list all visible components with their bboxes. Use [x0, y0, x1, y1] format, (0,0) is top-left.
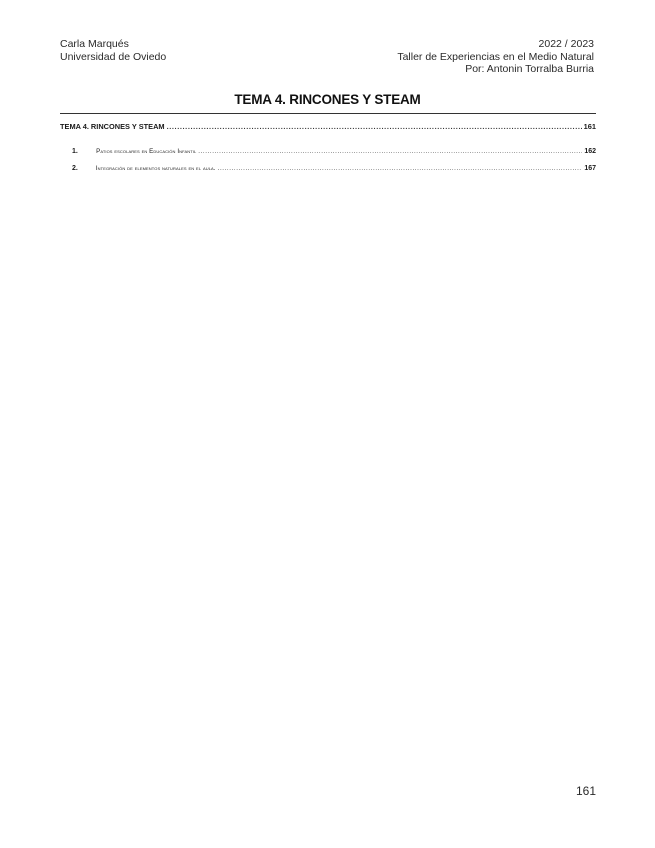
header-year: 2022 / 2023	[538, 38, 594, 50]
toc-dot-leader	[218, 165, 583, 172]
toc-entry-page: 167	[584, 165, 596, 172]
toc-entry-1[interactable]	[60, 148, 596, 160]
toc-dot-leader	[198, 148, 582, 155]
toc-entry-label: TEMA 4. RINCONES Y STEAM	[60, 122, 165, 131]
title-divider	[60, 113, 596, 114]
toc-entry-page: 162	[584, 148, 596, 155]
toc-dot-leader	[167, 122, 582, 131]
toc-entry-number: 1.	[72, 148, 78, 155]
page-number: 161	[575, 784, 596, 798]
header-left	[60, 38, 166, 63]
page-title: TEMA 4. RINCONES Y STEAM	[234, 92, 421, 107]
header-professor: Por: Antonin Torralba Burria	[465, 63, 594, 75]
header-author: Carla Marqués	[60, 38, 129, 50]
toc-entry-label: Integración de elementos naturales en el aula.	[95, 165, 216, 172]
toc-entry-page: 161	[583, 122, 596, 131]
toc-entry-2[interactable]	[60, 165, 596, 177]
toc-entry-main[interactable]	[60, 122, 596, 134]
toc-entry-number: 2.	[72, 165, 78, 172]
header-course: Taller de Experiencias en el Medio Natural	[397, 50, 594, 63]
header-university: Universidad de Oviedo	[60, 50, 167, 63]
table-of-contents	[60, 122, 596, 182]
toc-entry-label: Patios escolares en Educación Infantil	[96, 148, 197, 155]
header-right	[397, 38, 594, 76]
